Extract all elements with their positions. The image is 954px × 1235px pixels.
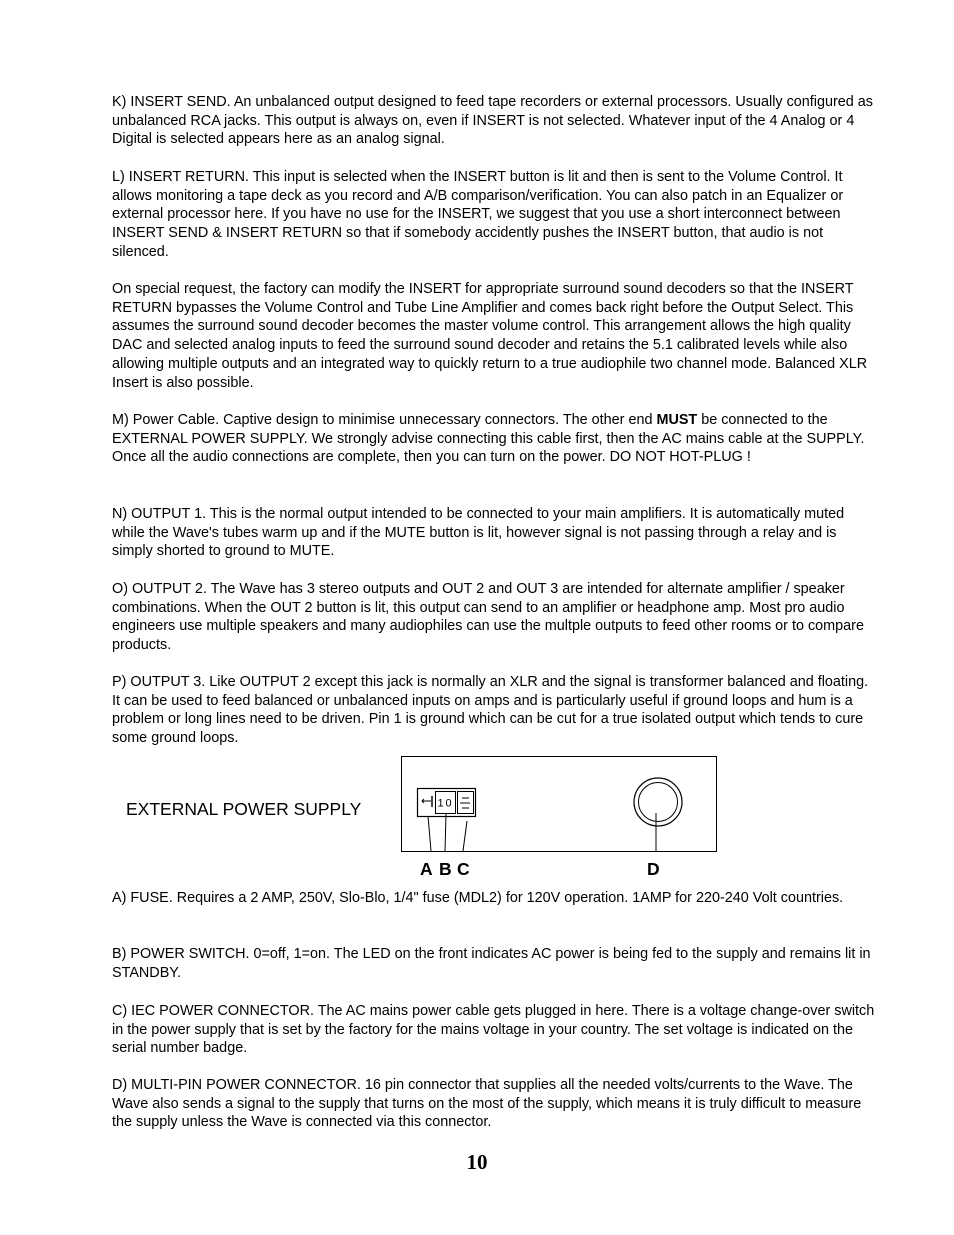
page-number: 10 xyxy=(466,1150,488,1174)
paragraph-insert-return: L) INSERT RETURN. This input is selected when the INSERT button is lit and then is sent to the Volume Control. It allows monitoring a tape deck as you record and A/B comparison/verification. You can also patch in an Equalizer or external processor here. If you have no use for the INSERT, we suggest that you use a short interconnect between INSERT SEND & INSERT RETURN so that if somebody accidently pushes the INSERT button, that audio is not silenced. xyxy=(112,169,844,260)
multipin-connector-inner xyxy=(639,783,678,822)
power-cable-must: MUST xyxy=(656,412,698,428)
multipin-connector-outer xyxy=(634,778,682,826)
paragraph-output-3: P) OUTPUT 3. Like OUTPUT 2 except this jack is normally an XLR and the signal is transformer balanced and floating. It can be used to feed balanced or unbalanced inputs on amps and is particularly useful if ground loops and hum is a problem or long lines need to be driven. Pin 1 is ground which can be cut for a true isolated output which tends to cure some ground loops. xyxy=(112,674,869,747)
paragraph-iec-connector: C) IEC POWER CONNECTOR. The AC mains power cable gets plugged in here. There is a voltage change-over switch in the power supply that is set by the factory for the mains voltage in your country. The set voltage is indicated on the serial number badge. xyxy=(112,1003,875,1057)
paragraph-power-switch: B) POWER SWITCH. 0=off, 1=on. The LED on the front indicates AC power is being fed to the supply and remains lit in STANDBY. xyxy=(112,946,871,981)
external-power-supply-label: EXTERNAL POWER SUPPLY xyxy=(126,799,362,819)
power-cable-text-start: M) Power Cable. Captive design to minimise unnecessary connectors. The other end xyxy=(112,412,657,428)
pointer-line-a xyxy=(428,816,431,851)
power-supply-diagram xyxy=(0,750,954,890)
switch-label-off: 0 xyxy=(445,797,452,810)
fuse-icon xyxy=(422,796,432,807)
paragraph-power-cable xyxy=(112,411,877,467)
diagram-label-b: B xyxy=(439,859,452,879)
diagram-label-d: D xyxy=(647,859,660,879)
paragraph-output-2: O) OUTPUT 2. The Wave has 3 stereo outputs and OUT 2 and OUT 3 are intended for alternate amplifier / speaker combinations. When the OUT 2 button is lit, this output can send to an amplifier or headphone amp. Most pro audio engineers use multiple speakers and many audiophiles can use the multple outputs to feed other rooms or to compare products. xyxy=(112,581,864,654)
pointer-line-b xyxy=(445,814,446,851)
pointer-line-c xyxy=(463,821,467,851)
power-cable-text-end: be connected to the EXTERNAL POWER SUPPLY. We strongly advise connecting this cable first, then the AC mains cable at the SUPPLY. Once all the audio connections are complete, then you can turn on the power. DO NOT HOT-PLUG ! xyxy=(112,412,865,466)
diagram-label-a: A xyxy=(420,859,433,879)
paragraph-output-1: N) OUTPUT 1. This is the normal output intended to be connected to your main amplifiers. It is automatically muted while the Wave's tubes warm up and if the MUTE button is lit, however signal is not passing through a relay and is simply shorted to ground to MUTE. xyxy=(112,506,845,560)
paragraph-fuse: A) FUSE. Requires a 2 AMP, 250V, Slo-Blo, 1/4" fuse (MDL2) for 120V operation. 1AMP for 220-240 Volt countries. xyxy=(112,890,844,906)
paragraph-multipin-connector: D) MULTI-PIN POWER CONNECTOR. 16 pin connector that supplies all the needed volts/currents to the Wave. The Wave also sends a signal to the supply that turns on the most of the supply, which means it is truly difficult to measure the supply unless the Wave is connected via this connector. xyxy=(112,1077,862,1131)
iec-connector-icon xyxy=(458,792,474,814)
paragraph-insert-send: K) INSERT SEND. An unbalanced output designed to feed tape recorders or external processors. Usually configured as unbalanced RCA jacks. This output is always on, even if INSERT is not selected. Whatever input of the 4 Analog or 4 Digital is selected appears here as an analog signal. xyxy=(112,94,873,148)
paragraph-surround-option: On special request, the factory can modify the INSERT for appropriate surround sound decoders so that the INSERT RETURN bypasses the Volume Control and Tube Line Amplifier and comes back right before the Output Select. This assumes the surround sound decoder becomes the master volume control. This arrangement allows the high quality DAC and selected analog inputs to feed the surround sound decoder and retains the 5.1 calibrated levels while also allowing multiple outputs and an integrated way to quickly return to a true audiophile two channel mode. Balanced XLR Insert is also possible. xyxy=(112,281,868,391)
diagram-label-c: C xyxy=(457,859,470,879)
switch-label-on: 1 xyxy=(437,797,444,810)
